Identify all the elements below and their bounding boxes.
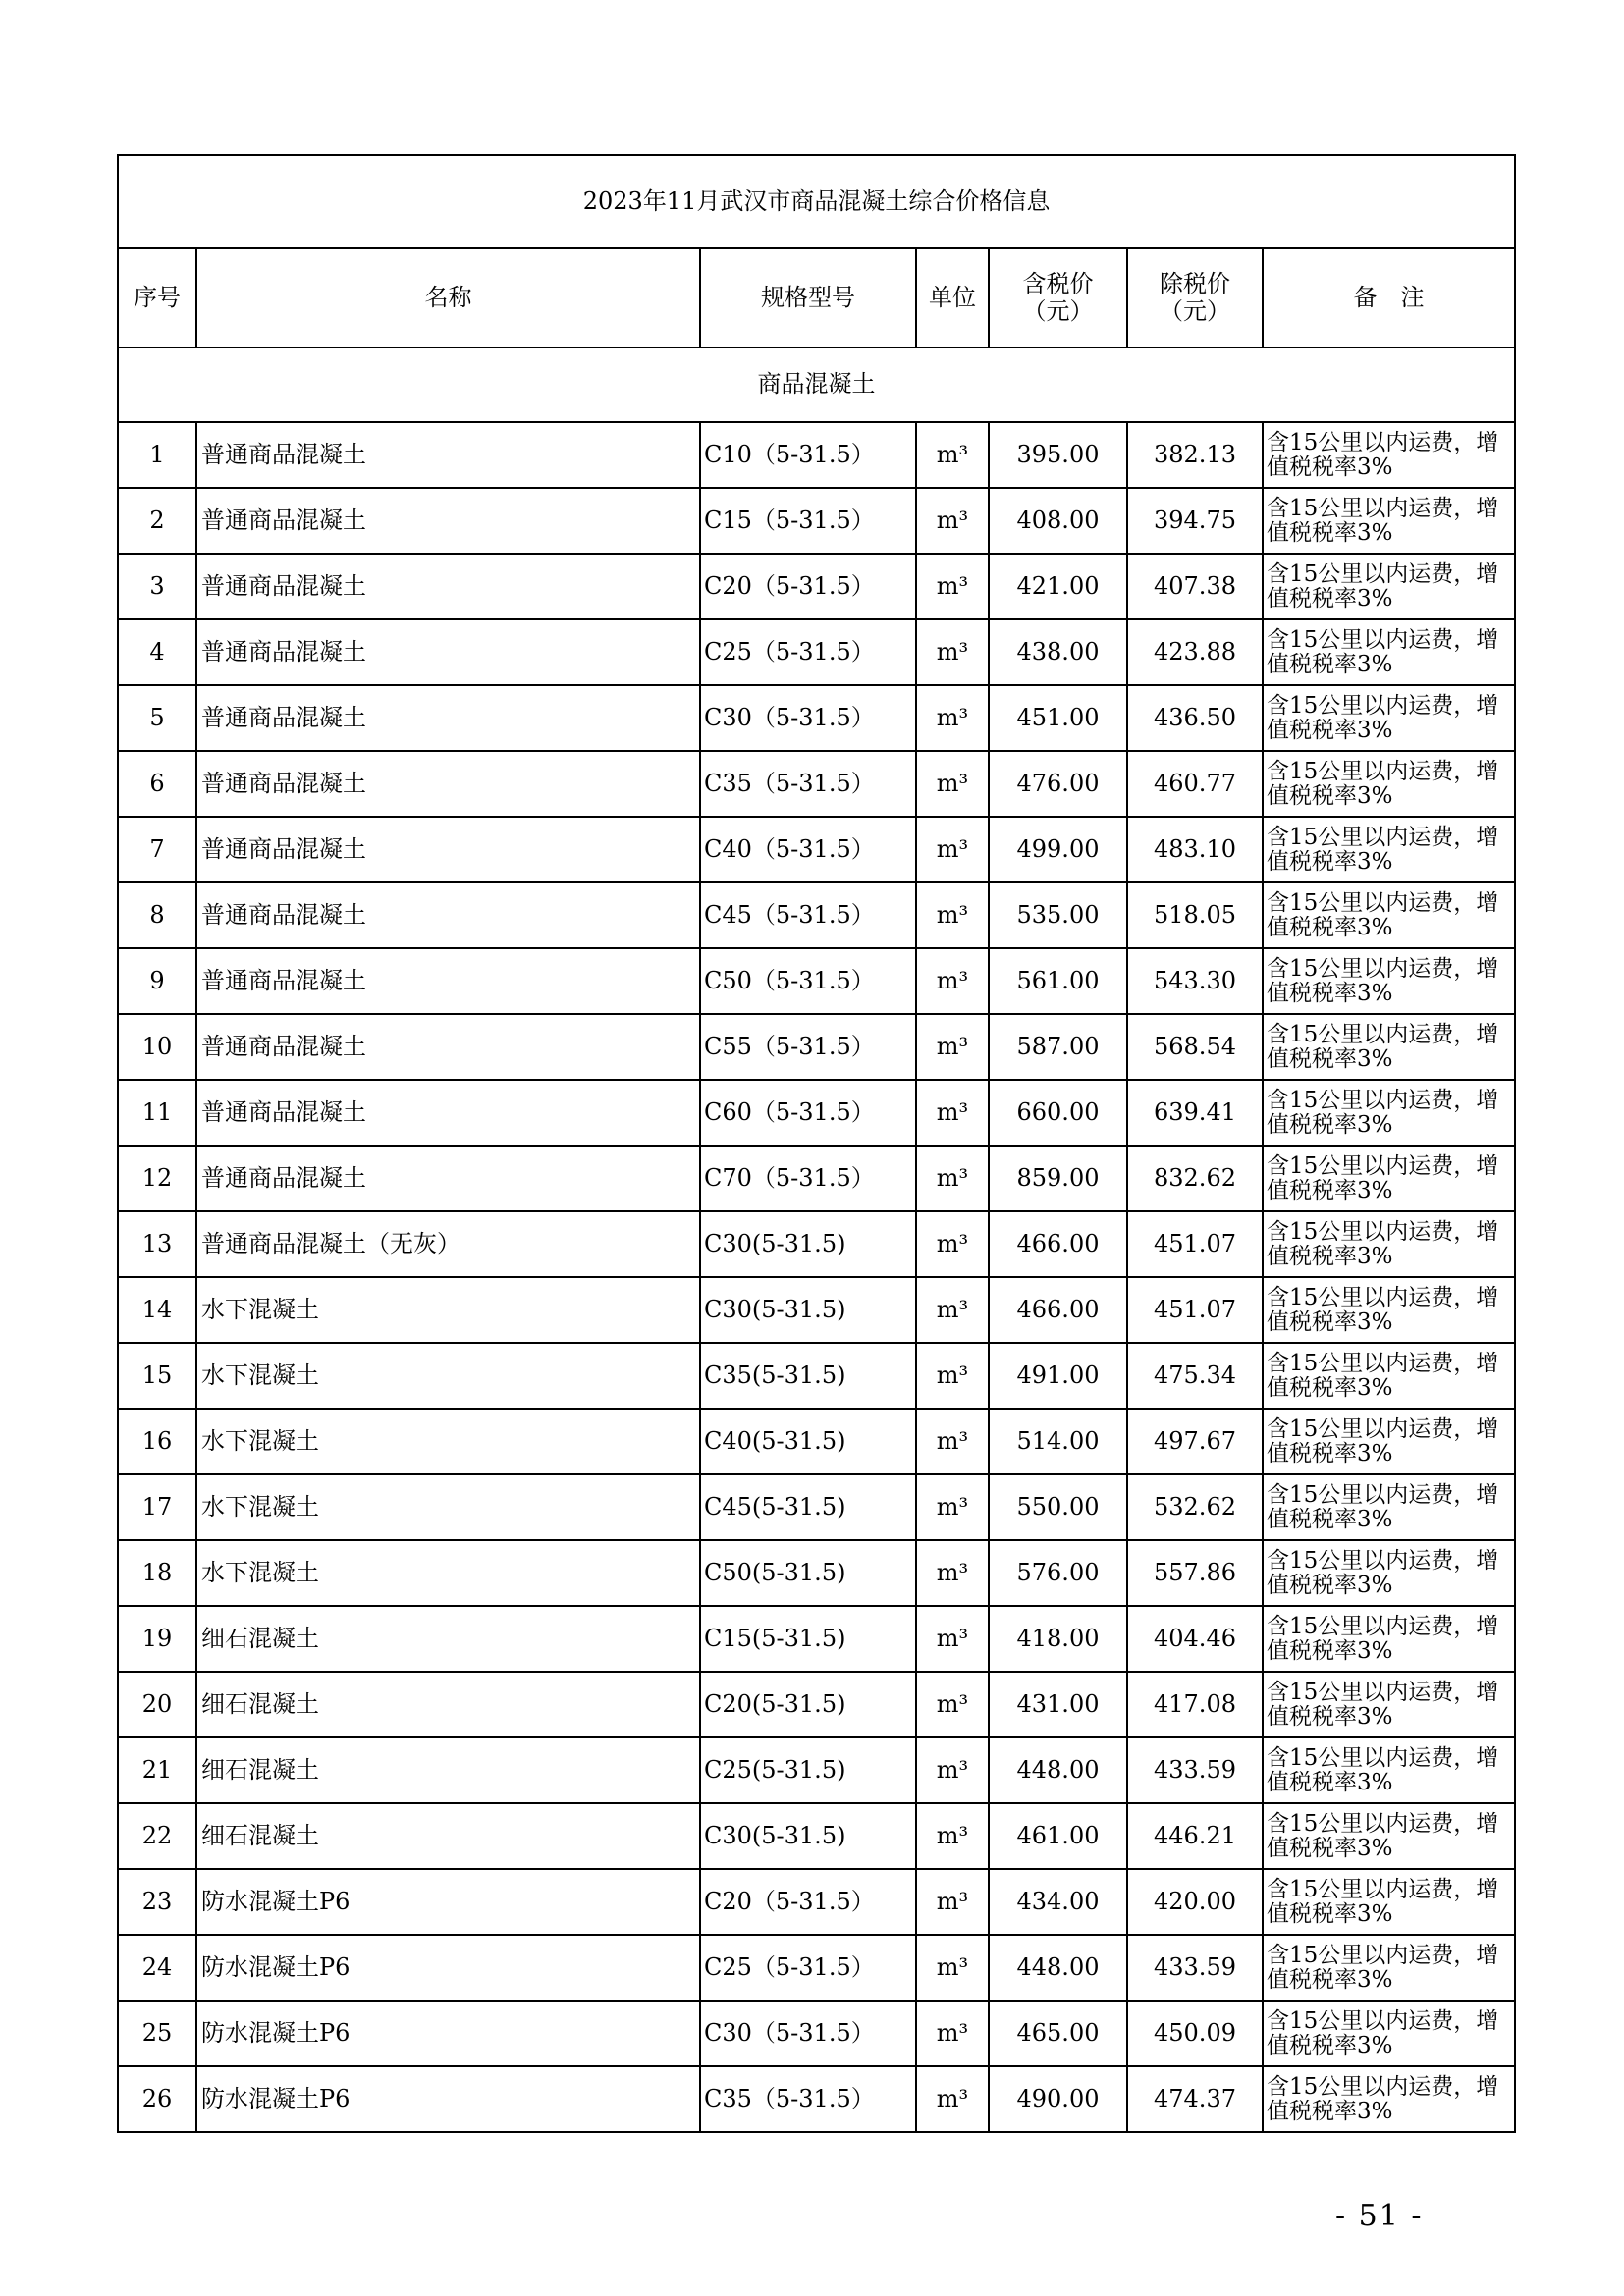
cell-price-tax: 859.00 bbox=[989, 1146, 1127, 1211]
table-row bbox=[118, 1343, 1515, 1409]
cell-price-tax: 465.00 bbox=[989, 2001, 1127, 2066]
cell-no: 7 bbox=[118, 817, 196, 882]
header-price-notax bbox=[1127, 248, 1263, 347]
cell-note: 含15公里以内运费，增值税税率3% bbox=[1263, 1014, 1515, 1080]
cell-note: 含15公里以内运费，增值税税率3% bbox=[1263, 1343, 1515, 1409]
cell-price-tax: 466.00 bbox=[989, 1277, 1127, 1343]
cell-spec: C30(5-31.5) bbox=[700, 1211, 916, 1277]
cell-price-notax: 451.07 bbox=[1127, 1211, 1263, 1277]
cell-unit: m³ bbox=[916, 554, 989, 619]
table-row bbox=[118, 554, 1515, 619]
cell-spec: C15(5-31.5) bbox=[700, 1606, 916, 1672]
cell-spec: C35(5-31.5) bbox=[700, 1343, 916, 1409]
cell-no: 13 bbox=[118, 1211, 196, 1277]
table-row bbox=[118, 1409, 1515, 1474]
cell-price-tax: 461.00 bbox=[989, 1803, 1127, 1869]
cell-name: 细石混凝土 bbox=[196, 1672, 700, 1737]
cell-price-tax: 434.00 bbox=[989, 1869, 1127, 1935]
cell-note: 含15公里以内运费，增值税税率3% bbox=[1263, 1935, 1515, 2001]
cell-price-notax: 518.05 bbox=[1127, 882, 1263, 948]
cell-no: 12 bbox=[118, 1146, 196, 1211]
cell-spec: C35（5-31.5） bbox=[700, 2066, 916, 2132]
cell-name: 防水混凝土P6 bbox=[196, 2066, 700, 2132]
cell-unit: m³ bbox=[916, 1277, 989, 1343]
cell-spec: C55（5-31.5） bbox=[700, 1014, 916, 1080]
cell-unit: m³ bbox=[916, 422, 989, 488]
cell-name: 细石混凝土 bbox=[196, 1803, 700, 1869]
cell-unit: m³ bbox=[916, 1869, 989, 1935]
cell-spec: C30（5-31.5） bbox=[700, 2001, 916, 2066]
cell-no: 11 bbox=[118, 1080, 196, 1146]
cell-note: 含15公里以内运费，增值税税率3% bbox=[1263, 619, 1515, 685]
cell-no: 24 bbox=[118, 1935, 196, 2001]
cell-name: 水下混凝土 bbox=[196, 1277, 700, 1343]
cell-no: 8 bbox=[118, 882, 196, 948]
cell-unit: m³ bbox=[916, 1935, 989, 2001]
table-row bbox=[118, 1211, 1515, 1277]
table-row bbox=[118, 488, 1515, 554]
cell-spec: C30（5-31.5） bbox=[700, 685, 916, 751]
header-price-notax-line1: 除税价 bbox=[1160, 269, 1230, 297]
cell-note: 含15公里以内运费，增值税税率3% bbox=[1263, 1606, 1515, 1672]
cell-note: 含15公里以内运费，增值税税率3% bbox=[1263, 1869, 1515, 1935]
cell-spec: C25（5-31.5） bbox=[700, 1935, 916, 2001]
cell-name: 细石混凝土 bbox=[196, 1606, 700, 1672]
cell-note: 含15公里以内运费，增值税税率3% bbox=[1263, 1737, 1515, 1803]
cell-note: 含15公里以内运费，增值税税率3% bbox=[1263, 422, 1515, 488]
cell-no: 23 bbox=[118, 1869, 196, 1935]
cell-no: 16 bbox=[118, 1409, 196, 1474]
cell-note: 含15公里以内运费，增值税税率3% bbox=[1263, 1080, 1515, 1146]
header-no: 序号 bbox=[118, 248, 196, 347]
table-row bbox=[118, 685, 1515, 751]
cell-price-notax: 451.07 bbox=[1127, 1277, 1263, 1343]
cell-spec: C20（5-31.5） bbox=[700, 1869, 916, 1935]
table-row bbox=[118, 1672, 1515, 1737]
cell-spec: C45(5-31.5) bbox=[700, 1474, 916, 1540]
cell-price-notax: 394.75 bbox=[1127, 488, 1263, 554]
table-row bbox=[118, 1277, 1515, 1343]
table-row bbox=[118, 751, 1515, 817]
section-row bbox=[118, 347, 1515, 422]
cell-unit: m³ bbox=[916, 1014, 989, 1080]
cell-unit: m³ bbox=[916, 685, 989, 751]
cell-price-tax: 466.00 bbox=[989, 1211, 1127, 1277]
cell-price-notax: 832.62 bbox=[1127, 1146, 1263, 1211]
cell-price-notax: 543.30 bbox=[1127, 948, 1263, 1014]
cell-price-tax: 514.00 bbox=[989, 1409, 1127, 1474]
cell-unit: m³ bbox=[916, 751, 989, 817]
cell-no: 5 bbox=[118, 685, 196, 751]
table-row bbox=[118, 817, 1515, 882]
table-row bbox=[118, 1080, 1515, 1146]
cell-spec: C10（5-31.5） bbox=[700, 422, 916, 488]
cell-price-tax: 550.00 bbox=[989, 1474, 1127, 1540]
header-price-tax-line2: （元） bbox=[1022, 296, 1094, 325]
cell-name: 水下混凝土 bbox=[196, 1540, 700, 1606]
cell-price-notax: 407.38 bbox=[1127, 554, 1263, 619]
cell-price-notax: 450.09 bbox=[1127, 2001, 1263, 2066]
cell-price-tax: 438.00 bbox=[989, 619, 1127, 685]
cell-no: 21 bbox=[118, 1737, 196, 1803]
cell-note: 含15公里以内运费，增值税税率3% bbox=[1263, 1672, 1515, 1737]
cell-note: 含15公里以内运费，增值税税率3% bbox=[1263, 948, 1515, 1014]
cell-name: 水下混凝土 bbox=[196, 1409, 700, 1474]
cell-name: 普通商品混凝土 bbox=[196, 422, 700, 488]
page-number: - 51 - bbox=[1335, 2199, 1424, 2233]
cell-price-notax: 460.77 bbox=[1127, 751, 1263, 817]
cell-unit: m³ bbox=[916, 1737, 989, 1803]
cell-price-tax: 431.00 bbox=[989, 1672, 1127, 1737]
cell-spec: C45（5-31.5） bbox=[700, 882, 916, 948]
cell-price-notax: 423.88 bbox=[1127, 619, 1263, 685]
cell-price-notax: 404.46 bbox=[1127, 1606, 1263, 1672]
cell-no: 3 bbox=[118, 554, 196, 619]
cell-no: 14 bbox=[118, 1277, 196, 1343]
cell-no: 17 bbox=[118, 1474, 196, 1540]
table-title: 2023年11月武汉市商品混凝土综合价格信息 bbox=[118, 155, 1515, 248]
cell-note: 含15公里以内运费，增值税税率3% bbox=[1263, 1540, 1515, 1606]
header-price-tax-line1: 含税价 bbox=[1022, 269, 1094, 297]
cell-name: 普通商品混凝土 bbox=[196, 1146, 700, 1211]
cell-unit: m³ bbox=[916, 882, 989, 948]
table-row bbox=[118, 1606, 1515, 1672]
cell-note: 含15公里以内运费，增值税税率3% bbox=[1263, 554, 1515, 619]
table-row bbox=[118, 1869, 1515, 1935]
cell-spec: C20(5-31.5) bbox=[700, 1672, 916, 1737]
cell-spec: C50(5-31.5) bbox=[700, 1540, 916, 1606]
cell-spec: C70（5-31.5） bbox=[700, 1146, 916, 1211]
cell-spec: C30(5-31.5) bbox=[700, 1803, 916, 1869]
cell-spec: C25(5-31.5) bbox=[700, 1737, 916, 1803]
cell-name: 普通商品混凝土 bbox=[196, 817, 700, 882]
cell-unit: m³ bbox=[916, 1343, 989, 1409]
cell-unit: m³ bbox=[916, 1409, 989, 1474]
cell-note: 含15公里以内运费，增值税税率3% bbox=[1263, 1409, 1515, 1474]
table-row bbox=[118, 1935, 1515, 2001]
cell-unit: m³ bbox=[916, 948, 989, 1014]
cell-spec: C35（5-31.5） bbox=[700, 751, 916, 817]
cell-price-tax: 491.00 bbox=[989, 1343, 1127, 1409]
cell-note: 含15公里以内运费，增值税税率3% bbox=[1263, 882, 1515, 948]
header-row bbox=[118, 248, 1515, 347]
cell-price-notax: 436.50 bbox=[1127, 685, 1263, 751]
cell-spec: C25（5-31.5） bbox=[700, 619, 916, 685]
cell-price-notax: 474.37 bbox=[1127, 2066, 1263, 2132]
cell-spec: C60（5-31.5） bbox=[700, 1080, 916, 1146]
cell-spec: C15（5-31.5） bbox=[700, 488, 916, 554]
table-row bbox=[118, 2001, 1515, 2066]
cell-unit: m³ bbox=[916, 1146, 989, 1211]
cell-no: 20 bbox=[118, 1672, 196, 1737]
table-row bbox=[118, 948, 1515, 1014]
header-spec: 规格型号 bbox=[700, 248, 916, 347]
cell-no: 25 bbox=[118, 2001, 196, 2066]
cell-name: 水下混凝土 bbox=[196, 1343, 700, 1409]
cell-unit: m³ bbox=[916, 488, 989, 554]
cell-unit: m³ bbox=[916, 1540, 989, 1606]
cell-price-notax: 420.00 bbox=[1127, 1869, 1263, 1935]
cell-no: 18 bbox=[118, 1540, 196, 1606]
cell-price-notax: 497.67 bbox=[1127, 1409, 1263, 1474]
header-name: 名称 bbox=[196, 248, 700, 347]
cell-unit: m³ bbox=[916, 619, 989, 685]
cell-no: 19 bbox=[118, 1606, 196, 1672]
cell-name: 普通商品混凝土 bbox=[196, 488, 700, 554]
table-row bbox=[118, 1540, 1515, 1606]
header-price-tax bbox=[989, 248, 1127, 347]
cell-note: 含15公里以内运费，增值税税率3% bbox=[1263, 2001, 1515, 2066]
cell-name: 普通商品混凝土 bbox=[196, 685, 700, 751]
cell-no: 10 bbox=[118, 1014, 196, 1080]
cell-price-notax: 568.54 bbox=[1127, 1014, 1263, 1080]
cell-name: 防水混凝土P6 bbox=[196, 2001, 700, 2066]
cell-price-tax: 561.00 bbox=[989, 948, 1127, 1014]
cell-price-tax: 476.00 bbox=[989, 751, 1127, 817]
table-row bbox=[118, 1014, 1515, 1080]
cell-spec: C30(5-31.5) bbox=[700, 1277, 916, 1343]
cell-name: 普通商品混凝土 bbox=[196, 554, 700, 619]
header-price-notax-line2: （元） bbox=[1160, 296, 1230, 325]
cell-spec: C50（5-31.5） bbox=[700, 948, 916, 1014]
cell-price-notax: 433.59 bbox=[1127, 1935, 1263, 2001]
table-row bbox=[118, 422, 1515, 488]
table-row bbox=[118, 1803, 1515, 1869]
cell-unit: m³ bbox=[916, 1474, 989, 1540]
table-row bbox=[118, 619, 1515, 685]
cell-price-tax: 448.00 bbox=[989, 1935, 1127, 2001]
cell-note: 含15公里以内运费，增值税税率3% bbox=[1263, 685, 1515, 751]
cell-price-tax: 448.00 bbox=[989, 1737, 1127, 1803]
cell-unit: m³ bbox=[916, 1606, 989, 1672]
cell-name: 细石混凝土 bbox=[196, 1737, 700, 1803]
cell-no: 9 bbox=[118, 948, 196, 1014]
cell-unit: m³ bbox=[916, 1803, 989, 1869]
cell-price-notax: 433.59 bbox=[1127, 1737, 1263, 1803]
cell-price-notax: 475.34 bbox=[1127, 1343, 1263, 1409]
cell-price-tax: 660.00 bbox=[989, 1080, 1127, 1146]
cell-no: 6 bbox=[118, 751, 196, 817]
cell-price-tax: 535.00 bbox=[989, 882, 1127, 948]
cell-name: 普通商品混凝土 bbox=[196, 619, 700, 685]
table-row bbox=[118, 1146, 1515, 1211]
cell-note: 含15公里以内运费，增值税税率3% bbox=[1263, 1474, 1515, 1540]
cell-price-notax: 532.62 bbox=[1127, 1474, 1263, 1540]
cell-unit: m³ bbox=[916, 817, 989, 882]
table-row bbox=[118, 882, 1515, 948]
cell-price-tax: 499.00 bbox=[989, 817, 1127, 882]
cell-unit: m³ bbox=[916, 2001, 989, 2066]
header-note: 备 注 bbox=[1263, 248, 1515, 347]
cell-note: 含15公里以内运费，增值税税率3% bbox=[1263, 2066, 1515, 2132]
cell-price-tax: 408.00 bbox=[989, 488, 1127, 554]
cell-price-tax: 395.00 bbox=[989, 422, 1127, 488]
cell-unit: m³ bbox=[916, 1080, 989, 1146]
cell-price-notax: 639.41 bbox=[1127, 1080, 1263, 1146]
header-unit: 单位 bbox=[916, 248, 989, 347]
section-title: 商品混凝土 bbox=[118, 347, 1515, 422]
cell-spec: C20（5-31.5） bbox=[700, 554, 916, 619]
cell-unit: m³ bbox=[916, 1211, 989, 1277]
cell-name: 水下混凝土 bbox=[196, 1474, 700, 1540]
cell-price-tax: 576.00 bbox=[989, 1540, 1127, 1606]
cell-no: 26 bbox=[118, 2066, 196, 2132]
cell-no: 4 bbox=[118, 619, 196, 685]
cell-note: 含15公里以内运费，增值税税率3% bbox=[1263, 817, 1515, 882]
cell-price-notax: 483.10 bbox=[1127, 817, 1263, 882]
cell-note: 含15公里以内运费，增值税税率3% bbox=[1263, 488, 1515, 554]
cell-name: 普通商品混凝土 bbox=[196, 751, 700, 817]
title-row bbox=[118, 155, 1515, 248]
cell-note: 含15公里以内运费，增值税税率3% bbox=[1263, 1277, 1515, 1343]
cell-price-notax: 417.08 bbox=[1127, 1672, 1263, 1737]
cell-name: 防水混凝土P6 bbox=[196, 1935, 700, 2001]
table-row bbox=[118, 1474, 1515, 1540]
cell-price-tax: 418.00 bbox=[989, 1606, 1127, 1672]
cell-name: 普通商品混凝土 bbox=[196, 1014, 700, 1080]
cell-name: 普通商品混凝土 bbox=[196, 948, 700, 1014]
cell-name: 防水混凝土P6 bbox=[196, 1869, 700, 1935]
cell-no: 15 bbox=[118, 1343, 196, 1409]
cell-price-notax: 382.13 bbox=[1127, 422, 1263, 488]
cell-note: 含15公里以内运费，增值税税率3% bbox=[1263, 1146, 1515, 1211]
cell-price-tax: 587.00 bbox=[989, 1014, 1127, 1080]
cell-price-tax: 451.00 bbox=[989, 685, 1127, 751]
cell-price-tax: 421.00 bbox=[989, 554, 1127, 619]
cell-no: 1 bbox=[118, 422, 196, 488]
cell-note: 含15公里以内运费，增值税税率3% bbox=[1263, 751, 1515, 817]
cell-spec: C40（5-31.5） bbox=[700, 817, 916, 882]
cell-spec: C40(5-31.5) bbox=[700, 1409, 916, 1474]
cell-unit: m³ bbox=[916, 2066, 989, 2132]
cell-price-tax: 490.00 bbox=[989, 2066, 1127, 2132]
cell-name: 普通商品混凝土 bbox=[196, 1080, 700, 1146]
cell-name: 普通商品混凝土 bbox=[196, 882, 700, 948]
cell-price-notax: 446.21 bbox=[1127, 1803, 1263, 1869]
cell-unit: m³ bbox=[916, 1672, 989, 1737]
table-row bbox=[118, 1737, 1515, 1803]
cell-no: 22 bbox=[118, 1803, 196, 1869]
cell-name: 普通商品混凝土（无灰） bbox=[196, 1211, 700, 1277]
price-table bbox=[117, 154, 1516, 2133]
table-row bbox=[118, 2066, 1515, 2132]
cell-price-notax: 557.86 bbox=[1127, 1540, 1263, 1606]
cell-no: 2 bbox=[118, 488, 196, 554]
cell-note: 含15公里以内运费，增值税税率3% bbox=[1263, 1803, 1515, 1869]
cell-note: 含15公里以内运费，增值税税率3% bbox=[1263, 1211, 1515, 1277]
